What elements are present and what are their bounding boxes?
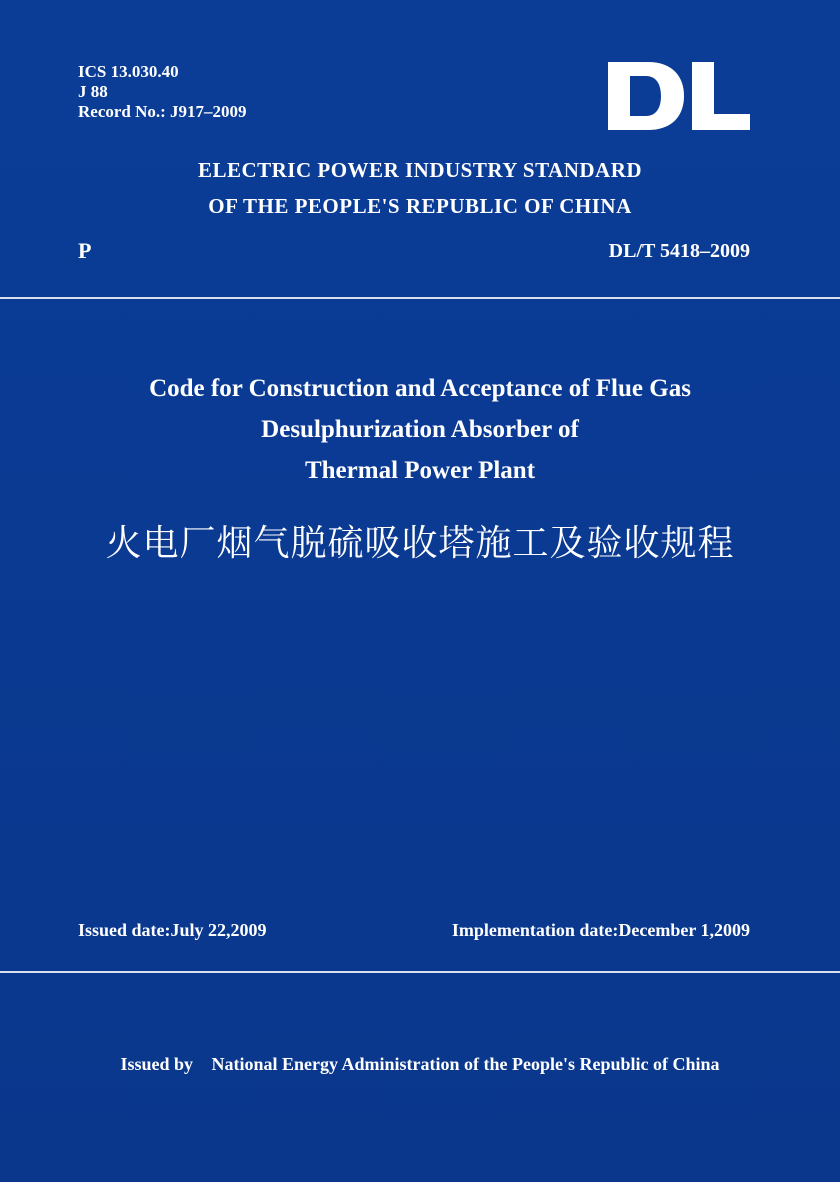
dl-logo: [608, 62, 750, 130]
category-letter: P: [78, 238, 92, 263]
english-title-line-3: Thermal Power Plant: [304, 457, 536, 484]
j-code: J 88: [78, 82, 108, 101]
issued-date: Issued date:July 22,2009: [78, 920, 267, 940]
english-title: [0, 368, 840, 491]
issuer-name: National Energy Administration of the People's Republic of China: [211, 1054, 720, 1074]
bottom-divider: [0, 971, 840, 973]
ics-code: ICS 13.030.40: [78, 62, 179, 81]
issued-by-label: Issued by: [120, 1054, 193, 1074]
dl-logo-l: [692, 62, 750, 130]
top-divider: [0, 297, 840, 299]
chinese-title: 火电厂烟气脱硫吸收塔施工及验收规程: [105, 523, 735, 564]
classification-block: [78, 62, 247, 122]
header-title-line-2: OF THE PEOPLE'S REPUBLIC OF CHINA: [208, 194, 632, 218]
implementation-date: Implementation date:December 1,2009: [451, 920, 750, 940]
english-title-line-2: Desulphurization Absorber of: [261, 416, 579, 443]
header-title-line-1: ELECTRIC POWER INDUSTRY STANDARD: [197, 158, 643, 182]
issuer-line: [0, 1054, 840, 1075]
english-title-line-1: Code for Construction and Acceptance of Flue Gas: [149, 375, 691, 402]
record-number: Record No.: J917–2009: [78, 102, 247, 121]
dl-logo-d: [608, 62, 684, 130]
standard-number: DL/T 5418–2009: [608, 240, 750, 262]
